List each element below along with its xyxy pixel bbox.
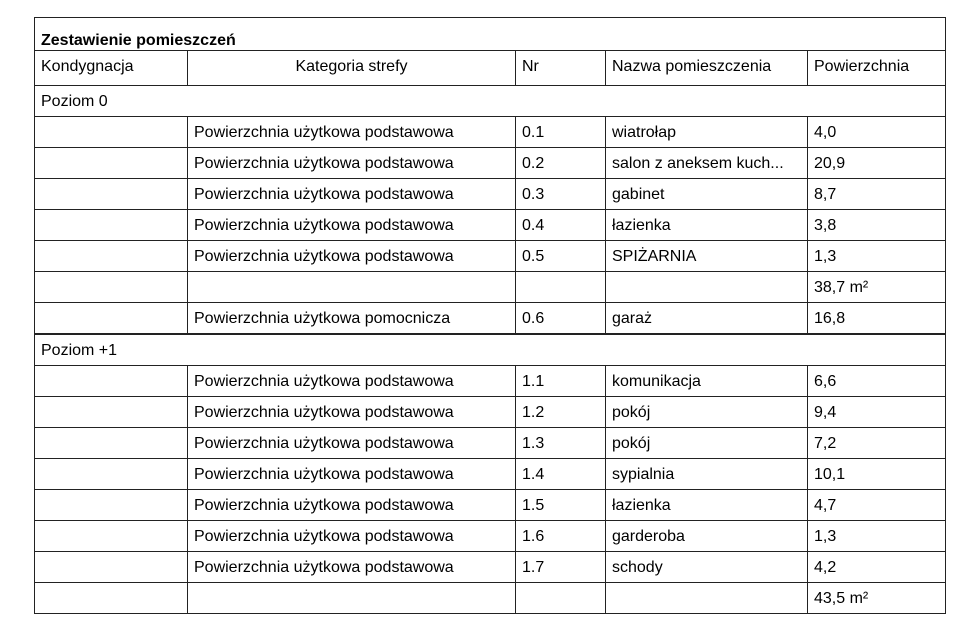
category-cell: Powierzchnia użytkowa podstawowa	[187, 117, 515, 147]
area-cell: 9,4	[807, 397, 947, 427]
empty-cell	[35, 366, 187, 396]
level-name: Poziom +1	[41, 342, 118, 359]
table-row	[34, 489, 946, 520]
empty-cell	[35, 148, 187, 178]
header-nazwa-pomieszczenia: Nazwa pomieszczenia	[605, 51, 807, 85]
subtotal-area: 38,7 m²	[807, 272, 947, 302]
empty-cell	[35, 552, 187, 582]
area-cell: 1,3	[807, 521, 947, 551]
header-powierzchnia: Powierzchnia	[807, 51, 947, 85]
table-row	[34, 116, 946, 147]
area-cell: 4,7	[807, 490, 947, 520]
category-cell: Powierzchnia użytkowa podstawowa	[187, 552, 515, 582]
area-cell: 20,9	[807, 148, 947, 178]
empty-cell	[515, 583, 605, 613]
room-name-cell: schody	[605, 552, 807, 582]
empty-cell	[35, 272, 187, 302]
nr-cell: 0.2	[515, 148, 605, 178]
room-name-cell: salon z aneksem kuch...	[605, 148, 807, 178]
category-cell: Powierzchnia użytkowa pomocnicza	[187, 303, 515, 333]
nr-cell: 0.5	[515, 241, 605, 271]
room-schedule-table	[34, 17, 946, 614]
category-cell: Powierzchnia użytkowa podstawowa	[187, 459, 515, 489]
nr-cell: 1.1	[515, 366, 605, 396]
empty-cell	[35, 521, 187, 551]
empty-cell	[35, 210, 187, 240]
nr-cell: 1.4	[515, 459, 605, 489]
header-nr: Nr	[515, 51, 605, 85]
empty-cell	[35, 583, 187, 613]
nr-cell: 1.3	[515, 428, 605, 458]
category-cell: Powierzchnia użytkowa podstawowa	[187, 490, 515, 520]
area-cell: 10,1	[807, 459, 947, 489]
category-cell: Powierzchnia użytkowa podstawowa	[187, 148, 515, 178]
nr-cell: 1.6	[515, 521, 605, 551]
empty-cell	[35, 303, 187, 333]
empty-cell	[35, 117, 187, 147]
empty-cell	[35, 179, 187, 209]
room-name-cell: gabinet	[605, 179, 807, 209]
empty-cell	[35, 428, 187, 458]
category-cell: Powierzchnia użytkowa podstawowa	[187, 366, 515, 396]
header-row	[34, 50, 946, 85]
table-row	[34, 178, 946, 209]
area-cell: 1,3	[807, 241, 947, 271]
table-row	[34, 458, 946, 489]
nr-cell: 0.6	[515, 303, 605, 333]
table-row	[34, 209, 946, 240]
subtotal-row-level-0	[34, 271, 946, 302]
nr-cell: 0.4	[515, 210, 605, 240]
empty-cell	[515, 272, 605, 302]
room-name-cell: pokój	[605, 428, 807, 458]
area-cell: 16,8	[807, 303, 947, 333]
empty-cell	[35, 459, 187, 489]
room-name-cell: SPIŻARNIA	[605, 241, 807, 271]
header-kategoria-strefy: Kategoria strefy	[187, 51, 515, 85]
level-row-poziom-plus-1	[34, 334, 946, 365]
table-row	[34, 520, 946, 551]
area-cell: 3,8	[807, 210, 947, 240]
empty-cell	[35, 490, 187, 520]
room-name-cell: sypialnia	[605, 459, 807, 489]
table-row	[34, 302, 946, 334]
category-cell: Powierzchnia użytkowa podstawowa	[187, 397, 515, 427]
area-cell: 6,6	[807, 366, 947, 396]
room-name-cell: wiatrołap	[605, 117, 807, 147]
table-row	[34, 365, 946, 396]
schedule-title: Zestawienie pomieszczeń	[41, 32, 236, 49]
level-name: Poziom 0	[41, 93, 108, 110]
empty-cell	[187, 272, 515, 302]
area-cell: 4,0	[807, 117, 947, 147]
empty-cell	[605, 583, 807, 613]
room-name-cell: garaż	[605, 303, 807, 333]
category-cell: Powierzchnia użytkowa podstawowa	[187, 179, 515, 209]
nr-cell: 1.5	[515, 490, 605, 520]
area-cell: 4,2	[807, 552, 947, 582]
room-name-cell: łazienka	[605, 210, 807, 240]
schedule-title-row	[34, 17, 946, 50]
nr-cell: 1.2	[515, 397, 605, 427]
table-row	[34, 396, 946, 427]
subtotal-row-level-1	[34, 582, 946, 614]
room-name-cell: garderoba	[605, 521, 807, 551]
room-name-cell: komunikacja	[605, 366, 807, 396]
table-row	[34, 551, 946, 582]
empty-cell	[187, 583, 515, 613]
table-row	[34, 240, 946, 271]
room-name-cell: pokój	[605, 397, 807, 427]
subtotal-area: 43,5 m²	[807, 583, 947, 613]
nr-cell: 0.1	[515, 117, 605, 147]
room-name-cell: łazienka	[605, 490, 807, 520]
table-row	[34, 147, 946, 178]
area-cell: 7,2	[807, 428, 947, 458]
table-row	[34, 427, 946, 458]
area-cell: 8,7	[807, 179, 947, 209]
category-cell: Powierzchnia użytkowa podstawowa	[187, 428, 515, 458]
header-kondygnacja: Kondygnacja	[41, 58, 134, 75]
category-cell: Powierzchnia użytkowa podstawowa	[187, 241, 515, 271]
empty-cell	[35, 397, 187, 427]
nr-cell: 0.3	[515, 179, 605, 209]
category-cell: Powierzchnia użytkowa podstawowa	[187, 210, 515, 240]
nr-cell: 1.7	[515, 552, 605, 582]
empty-cell	[35, 241, 187, 271]
category-cell: Powierzchnia użytkowa podstawowa	[187, 521, 515, 551]
level-row-poziom-0	[34, 85, 946, 116]
empty-cell	[605, 272, 807, 302]
